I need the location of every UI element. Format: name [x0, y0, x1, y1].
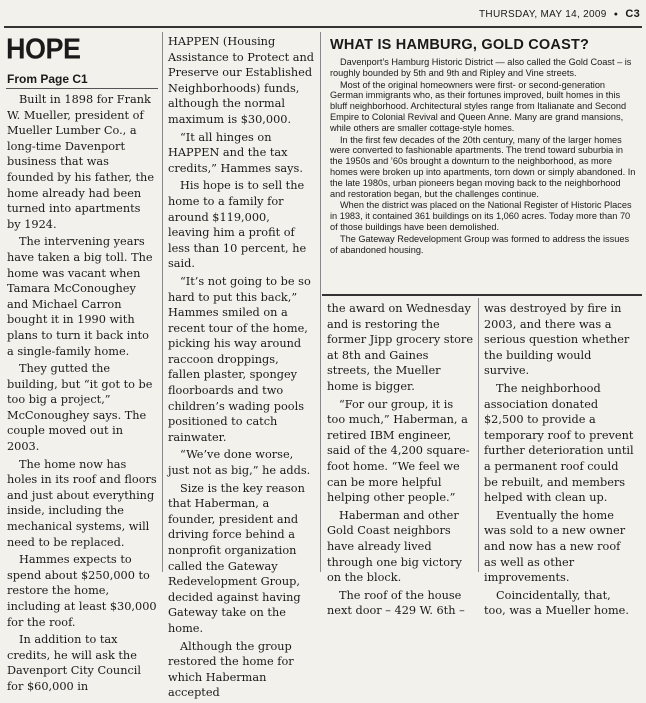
paragraph: HAPPEN (Housing Assistance to Protect and Preserve our Established Neighborhoods) funds, although the normal maximum is $30,000. [168, 35, 314, 126]
paragraph: Size is the key reason that Haberman, a founder, president and driving force behind a nonprofit organization called the Gateway Redevelopment Group, decided against having Gateway take on the home. [168, 481, 305, 635]
story-column-4 [484, 301, 634, 621]
story-column-1 [7, 92, 157, 697]
column-divider [162, 32, 163, 572]
paragraph: The neighborhood association donated $2,500 to provide a temporary roof to prevent further deterioration until a permanent roof could be rebuilt, and members helped with clean up. [484, 381, 634, 505]
jump-label: From Page C1 [7, 72, 88, 86]
bullet-icon: ● [613, 11, 619, 18]
column-divider [320, 32, 321, 572]
paragraph: Hammes expects to spend about $250,000 to restore the home, including at least $30,000 for the roof. [7, 553, 157, 629]
paragraph: They gutted the building, but “it got to be too big a project,” McConoughey says. The couple moved out in 2003. [7, 362, 153, 454]
paragraph: “We’ve done worse, just not as big,” he adds. [168, 448, 311, 478]
story-headline: HOPE [6, 33, 81, 65]
header-rule [4, 26, 642, 28]
sidebar-paragraph: Most of the original homeowners were first- or second-generation German immigrants who, as their fortunes improved, built homes in this bluff neighborhood. Architectural styles range from Italianate and Second Empire to Colonial Revival and Queen Anne. Many are grand mansions, while others are smaller cottage-style homes. [330, 79, 627, 133]
sidebar-paragraph: In the first few decades of the 20th century, many of the larger homes were converted to fashionable apartments. The trend toward suburbia in the 1950s and ’60s brought a downturn to the neighborhood, as more homes were broken up into apartments, torn down or simply abandoned. In the late 1980s, urban pioneers began moving back to the neighborhood and restoration began, but the challenges continue. [330, 134, 636, 199]
paragraph: His hope is to sell the home to a family for around $119,000, leaving him a profit of less than 10 percent, he said. [168, 179, 307, 271]
sidebar-body [330, 57, 638, 256]
paragraph: Built in 1898 for Frank W. Mueller, president of Mueller Lumber Co., a long-time Davenport business that was founded by his father, the home already had been turned into apartments by 1924. [7, 93, 155, 231]
jump-rule [6, 88, 158, 89]
paragraph: Coincidentally, that, too, was a Mueller home. [484, 588, 629, 618]
column-divider [478, 298, 479, 572]
paragraph: Haberman and other Gold Coast neighbors have already lived through one big victory on the block. [327, 508, 462, 585]
story-column-3 [327, 301, 473, 621]
sidebar-title: WHAT IS HAMBURG, GOLD COAST? [330, 37, 590, 53]
paragraph: Eventually the home was sold to a new owner and now has a new roof as well as other improvements. [484, 508, 626, 585]
page-number: C3 [625, 8, 640, 20]
sidebar-paragraph: The Gateway Redevelopment Group was formed to address the issues of abandoned housing. [330, 233, 630, 255]
paragraph: “For our group, it is too much,” Haberman, a retired IBM engineer, said of the 4,200 square-foot home. “We feel we can be more helpful helping other people.” [327, 397, 470, 505]
paragraph: The intervening years have taken a big toll. The home was vacant when Tamara McConoughey and Michael Carron bought it in 1990 with plans to turn it back into a single-family home. [7, 235, 153, 358]
dateline: THURSDAY, MAY 14, 2009 [479, 9, 607, 20]
paragraph: The roof of the house next door – 429 W. 6th – [327, 588, 465, 618]
paragraph: Although the group restored the home for which Haberman accepted [168, 639, 294, 700]
paragraph: the award on Wednesday and is restoring the former Jipp grocery store at 8th and Gaines streets, the Mueller home is bigger. [327, 302, 474, 393]
sidebar-paragraph: Davenport’s Hamburg Historic District — also called the Gold Coast – is roughly bounded by 5th and 9th and Ripley and Vine streets. [330, 57, 632, 78]
paragraph: The home now has holes in its roof and floors and just about everything inside, including the mechanical systems, will need to be replaced. [7, 457, 157, 549]
paragraph: was destroyed by fire in 2003, and there was a serious question whether the building would survive. [484, 302, 630, 378]
sidebar-bottom-rule [322, 294, 642, 296]
paragraph: In addition to tax credits, he will ask the Davenport City Council for $60,000 in [7, 633, 142, 693]
page-header [0, 8, 640, 26]
sidebar-paragraph: When the district was placed on the National Register of Historic Places in 1983, it contained 361 buildings on its 1,060 acres. Today more than 70 of those buildings have been demolished. [330, 200, 632, 232]
story-column-2 [168, 34, 314, 703]
paragraph: “It all hinges on HAPPEN and the tax credits,” Hammes says. [168, 130, 303, 175]
paragraph: “It’s not going to be so hard to put this back,” Hammes smiled on a recent tour of the home, picking his way around raccoon droppings, fallen plaster, spongey floorboards and two children’s wading pools positioned to catch rainwater. [168, 274, 311, 444]
